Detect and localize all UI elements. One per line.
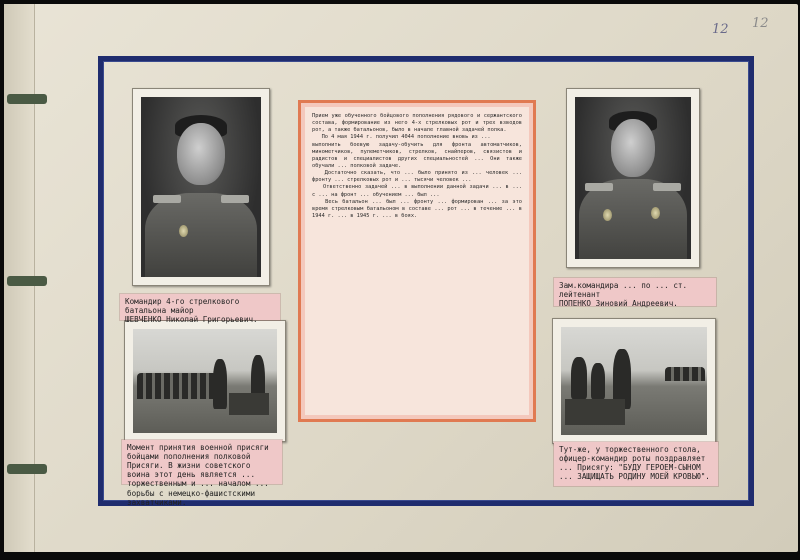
caption-bottom-left [122,440,282,507]
caption-text: Момент принятия военной присяги бойцами пополнения полковой Присяги. В жизни советского воина этот день является ... торжественным и ... началом ... борьбы с немецко-фашистскими захватчиками. [127,443,269,507]
caption-top-left [120,294,280,325]
page-number: 12 [712,22,729,37]
document-body: Прием уже обученного бойцового пополнения рядового и сержантского состава, формирование из него 4-х стрелковых рот и трех взводов рот, а также батальонов, было в начале главной задачей полка. По 4 мая 1944 г. получил 4044 пополнение вновь из ... выполнить боевую задачу-обучить для фронта автоматчиков, минометчиков, пулеметчиков, стрелков, снайперов, связистов и радистов и специалистов других специальностей ... Они также обучали ... полковой задаче. Достаточно сказать, что ... было принято из ... человек ... фронту ... стрелковых рот и ... тысячи человек ... Ответственно задачей ... в выполнении данной задачи ... в ... с ... на фронт ... обучением ... был ... Весь батальон ... был ... фронту ... формирован ... за это время стрелковым батальоном в составе ... рот ... в течение ... в 1944 г. ... в 1945 г. ... в боях. [305,107,529,415]
caption-line: Командир 4-го стрелкового батальона [125,297,240,316]
binder-ring [7,464,47,474]
caption-name: ШЕВЧЕНКО Николай Григорьевич. [125,315,258,325]
binder-ring [7,276,47,286]
group-photo-left[interactable] [124,320,286,442]
group-image [561,327,707,435]
portrait-image [141,97,261,277]
portrait-photo-right[interactable] [566,88,700,268]
binder-ring [7,94,47,104]
caption-top-right [554,278,716,309]
caption-text: Тут-же, у торжественного стола, офицер-командир роты поздравляет ... Присягу: "БУДУ ГЕРОЕМ-СЫНОМ ... ЗАЩИЩАТЬ РОДИНУ МОЕЙ КРОВЬЮ". [559,445,710,482]
caption-line: Зам.командира ... по ... [559,281,669,290]
portrait-image [575,97,691,259]
caption-rank: ст. лейтенант [559,281,688,300]
caption-name: ПОПЕНКО Зиновий Андреевич. [559,299,678,309]
caption-rank: майор [170,306,194,316]
group-image [133,329,277,433]
group-photo-right[interactable] [552,318,716,444]
portrait-photo-left[interactable] [132,88,270,286]
caption-bottom-right [554,442,718,486]
typed-document [298,100,536,422]
page-number: 12 [752,16,769,31]
